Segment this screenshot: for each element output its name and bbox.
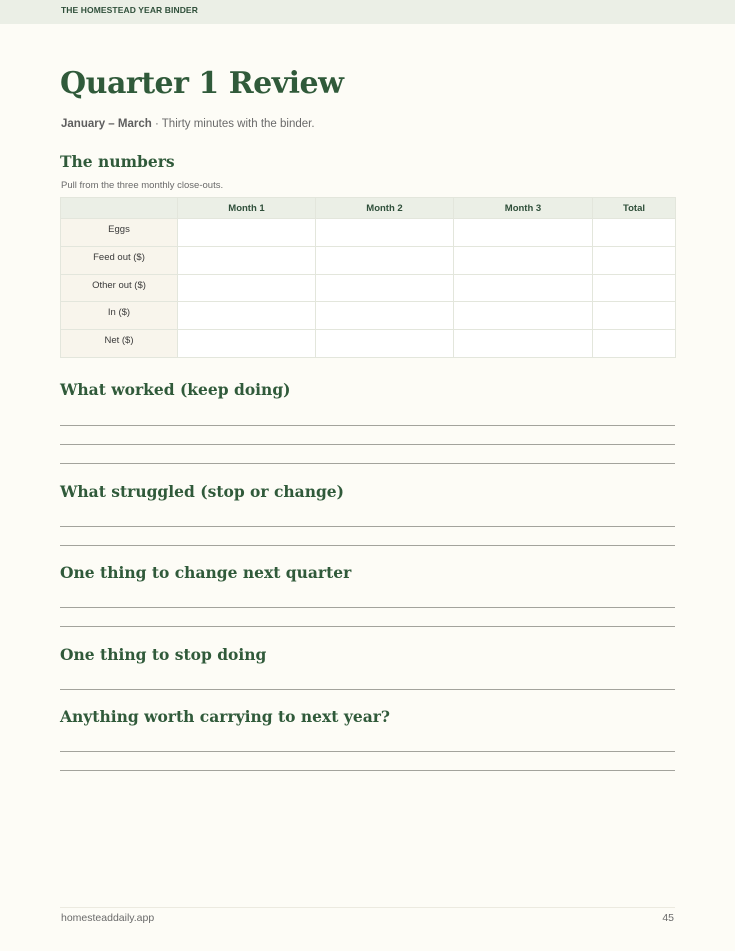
table-cell[interactable] (178, 274, 316, 302)
column-header: Month 2 (316, 198, 454, 219)
table-cell[interactable] (593, 274, 676, 302)
row-label: In ($) (61, 302, 178, 330)
table-cell[interactable] (178, 302, 316, 330)
section-what-worked-heading: What worked (keep doing) (60, 380, 291, 399)
binder-title: THE HOMESTEAD YEAR BINDER (61, 5, 198, 15)
column-header: Month 1 (178, 198, 316, 219)
table-cell[interactable] (316, 246, 454, 274)
binder-header-bar (0, 0, 735, 24)
row-label: Eggs (61, 219, 178, 247)
table-cell[interactable] (454, 246, 593, 274)
table-cell[interactable] (316, 219, 454, 247)
writing-line[interactable] (60, 545, 675, 546)
table-cell[interactable] (454, 330, 593, 358)
footer-page-number: 45 (662, 912, 674, 924)
writing-line[interactable] (60, 770, 675, 771)
section-stop-doing-heading: One thing to stop doing (60, 645, 267, 664)
table-header-row (61, 198, 676, 219)
table-row (61, 274, 676, 302)
table-cell[interactable] (593, 330, 676, 358)
table-row (61, 330, 676, 358)
writing-line[interactable] (60, 425, 675, 426)
row-label: Net ($) (61, 330, 178, 358)
column-header (61, 198, 178, 219)
table-row (61, 302, 676, 330)
numbers-table (60, 197, 676, 358)
subtitle-months: January – March (61, 118, 152, 130)
table-row (61, 246, 676, 274)
numbers-heading: The numbers (60, 152, 175, 171)
writing-line[interactable] (60, 751, 675, 752)
page-subtitle (61, 118, 315, 130)
table-cell[interactable] (178, 246, 316, 274)
section-what-struggled-heading: What struggled (stop or change) (60, 482, 345, 501)
section-change-next-quarter-heading: One thing to change next quarter (60, 563, 352, 582)
table-cell[interactable] (593, 302, 676, 330)
writing-line[interactable] (60, 607, 675, 608)
column-header: Total (593, 198, 676, 219)
column-header: Month 3 (454, 198, 593, 219)
subtitle-note: · Thirty minutes with the binder. (151, 118, 315, 130)
table-cell[interactable] (316, 330, 454, 358)
table-cell[interactable] (316, 302, 454, 330)
page-title: Quarter 1 Review (60, 66, 344, 101)
table-cell[interactable] (178, 219, 316, 247)
numbers-note: Pull from the three monthly close-outs. (61, 180, 224, 191)
table-cell[interactable] (454, 274, 593, 302)
table-row (61, 219, 676, 247)
table-cell[interactable] (178, 330, 316, 358)
table-cell[interactable] (454, 302, 593, 330)
row-label: Feed out ($) (61, 246, 178, 274)
footer-divider (60, 907, 675, 908)
table-cell[interactable] (593, 219, 676, 247)
table-cell[interactable] (454, 219, 593, 247)
writing-line[interactable] (60, 444, 675, 445)
writing-line[interactable] (60, 526, 675, 527)
writing-line[interactable] (60, 689, 675, 690)
table-cell[interactable] (316, 274, 454, 302)
footer-site: homesteaddaily.app (61, 912, 155, 924)
row-label: Other out ($) (61, 274, 178, 302)
writing-line[interactable] (60, 463, 675, 464)
table-cell[interactable] (593, 246, 676, 274)
section-carry-next-year-heading: Anything worth carrying to next year? (60, 707, 390, 726)
writing-line[interactable] (60, 626, 675, 627)
